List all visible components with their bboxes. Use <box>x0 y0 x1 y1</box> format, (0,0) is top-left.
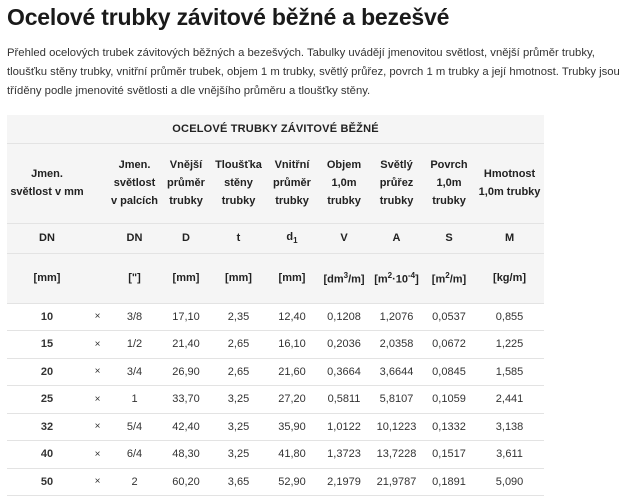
table-cell: 2 <box>108 468 161 496</box>
table-cell: 3,65 <box>211 468 266 496</box>
symbol-dn-mm: DN <box>7 223 87 253</box>
table-cell: 0,1891 <box>423 468 475 496</box>
table-cell: 0,2036 <box>318 331 370 359</box>
table-cell: 26,90 <box>161 358 211 386</box>
table-cell: 0,0537 <box>423 303 475 331</box>
symbol-outer-diameter: D <box>161 223 211 253</box>
unit-mm: [mm] <box>161 253 211 303</box>
symbol-surface: S <box>423 223 475 253</box>
table-cell: 52,90 <box>266 468 318 496</box>
table-row <box>7 441 544 469</box>
table-cell: 41,80 <box>266 441 318 469</box>
table-unit-row <box>7 253 544 303</box>
table-row <box>7 413 544 441</box>
table-cell: 27,20 <box>266 386 318 414</box>
table-cell: 3,6644 <box>370 358 423 386</box>
table-cell: 1,0122 <box>318 413 370 441</box>
table-row <box>7 303 544 331</box>
cell-times: × <box>87 468 108 496</box>
unit-blank <box>87 253 108 303</box>
cell-dn: 40 <box>7 441 87 469</box>
table-row <box>7 386 544 414</box>
table-cell: 2,65 <box>211 331 266 359</box>
symbol-area: A <box>370 223 423 253</box>
cell-times: × <box>87 386 108 414</box>
header-surface: Povrch 1,0m trubky <box>423 143 475 223</box>
table-cell: 60,20 <box>161 468 211 496</box>
table-cell: 3,25 <box>211 441 266 469</box>
table-cell: 2,0358 <box>370 331 423 359</box>
symbol-mass: M <box>475 223 544 253</box>
unit-inch: ["] <box>108 253 161 303</box>
table-cell: 0,1208 <box>318 303 370 331</box>
table-cell: 5,8107 <box>370 386 423 414</box>
table-cell: 3/8 <box>108 303 161 331</box>
table-cell: 21,40 <box>161 331 211 359</box>
table-cell: 0,1517 <box>423 441 475 469</box>
cell-times: × <box>87 331 108 359</box>
cell-times: × <box>87 441 108 469</box>
table-symbol-row <box>7 223 544 253</box>
cell-dn: 32 <box>7 413 87 441</box>
table-cell: 0,3664 <box>318 358 370 386</box>
cell-dn: 10 <box>7 303 87 331</box>
table-cell: 5/4 <box>108 413 161 441</box>
table-cell: 13,7228 <box>370 441 423 469</box>
header-area: Světlý průřez trubky <box>370 143 423 223</box>
table-cell: 2,65 <box>211 358 266 386</box>
table-caption: OCELOVÉ TRUBKY ZÁVITOVÉ BĚŽNÉ <box>7 115 544 143</box>
table-row <box>7 468 544 496</box>
table-cell: 3/4 <box>108 358 161 386</box>
table-cell: 6/4 <box>108 441 161 469</box>
symbol-inner-diameter: $d_1$ <box>266 223 318 253</box>
table-cell: 1,2076 <box>370 303 423 331</box>
cell-dn: 20 <box>7 358 87 386</box>
header-inner-diameter: Vnitřní průměr trubky <box>266 143 318 223</box>
cell-dn: 50 <box>7 468 87 496</box>
header-mass: Hmotnost 1,0m trubky <box>475 143 544 223</box>
unit-mm: [mm] <box>266 253 318 303</box>
table-row <box>7 358 544 386</box>
table-cell: 35,90 <box>266 413 318 441</box>
cell-times: × <box>87 303 108 331</box>
table-cell: 0,855 <box>475 303 544 331</box>
table-cell: 21,9787 <box>370 468 423 496</box>
header-volume: Objem 1,0m trubky <box>318 143 370 223</box>
symbol-dn-inch: DN <box>108 223 161 253</box>
cell-times: × <box>87 413 108 441</box>
header-blank <box>87 143 108 223</box>
cell-dn: 15 <box>7 331 87 359</box>
page-title: Ocelové trubky závitové běžné a bezešvé <box>7 4 450 30</box>
table-cell: 12,40 <box>266 303 318 331</box>
unit-area: $[m^2\cdot 10^{-4}]$ <box>370 253 423 303</box>
table-cell: 0,1059 <box>423 386 475 414</box>
symbol-volume: V <box>318 223 370 253</box>
pipe-table <box>7 115 544 496</box>
table-cell: 0,0845 <box>423 358 475 386</box>
table-cell: 2,441 <box>475 386 544 414</box>
table-cell: 2,35 <box>211 303 266 331</box>
table-cell: 1,585 <box>475 358 544 386</box>
table-cell: 21,60 <box>266 358 318 386</box>
intro-paragraph: Přehled ocelových trubek závitových běžných a bezešvých. Tabulky uvádějí jmenovitou světlost, vnější průměr trubky, tloušťku stěny trubky, vnitřní průměr trubek, objem 1 m trubky, světlý průřez, povrch 1 m trubky a její hmotnost. Trubky jsou tříděny podle jmenovité světlosti a dle vnějšího průměru a tloušťky stěny. <box>7 47 620 97</box>
cell-dn: 25 <box>7 386 87 414</box>
table-body <box>7 303 544 496</box>
table-cell: 1 <box>108 386 161 414</box>
table-cell: 1,225 <box>475 331 544 359</box>
table-row <box>7 331 544 359</box>
table-cell: 1,3723 <box>318 441 370 469</box>
symbol-wall-thickness: t <box>211 223 266 253</box>
header-outer-diameter: Vnější průměr trubky <box>161 143 211 223</box>
table-cell: 3,25 <box>211 386 266 414</box>
table-cell: 5,090 <box>475 468 544 496</box>
table-cell: 1/2 <box>108 331 161 359</box>
unit-volume: $[dm^3/m]$ <box>318 253 370 303</box>
table-cell: 3,25 <box>211 413 266 441</box>
table-cell: 48,30 <box>161 441 211 469</box>
table-cell: 3,611 <box>475 441 544 469</box>
table-cell: 42,40 <box>161 413 211 441</box>
table-cell: 0,1332 <box>423 413 475 441</box>
table-caption-row <box>7 115 544 143</box>
unit-mm: [mm] <box>7 253 87 303</box>
pipe-table-container <box>7 115 544 496</box>
unit-mm: [mm] <box>211 253 266 303</box>
header-wall-thickness: Tloušťka stěny trubky <box>211 143 266 223</box>
unit-mass: [kg/m] <box>475 253 544 303</box>
table-cell: 33,70 <box>161 386 211 414</box>
header-nominal-mm: Jmen. světlost v mm <box>7 143 87 223</box>
header-nominal-inch: Jmen. světlost v palcích <box>108 143 161 223</box>
table-header-row <box>7 143 544 223</box>
table-cell: 0,5811 <box>318 386 370 414</box>
table-cell: 17,10 <box>161 303 211 331</box>
cell-times: × <box>87 358 108 386</box>
table-cell: 3,138 <box>475 413 544 441</box>
table-cell: 10,1223 <box>370 413 423 441</box>
table-cell: 0,0672 <box>423 331 475 359</box>
unit-surface: $[m^2/m]$ <box>423 253 475 303</box>
table-cell: 2,1979 <box>318 468 370 496</box>
table-cell: 16,10 <box>266 331 318 359</box>
symbol-blank <box>87 223 108 253</box>
